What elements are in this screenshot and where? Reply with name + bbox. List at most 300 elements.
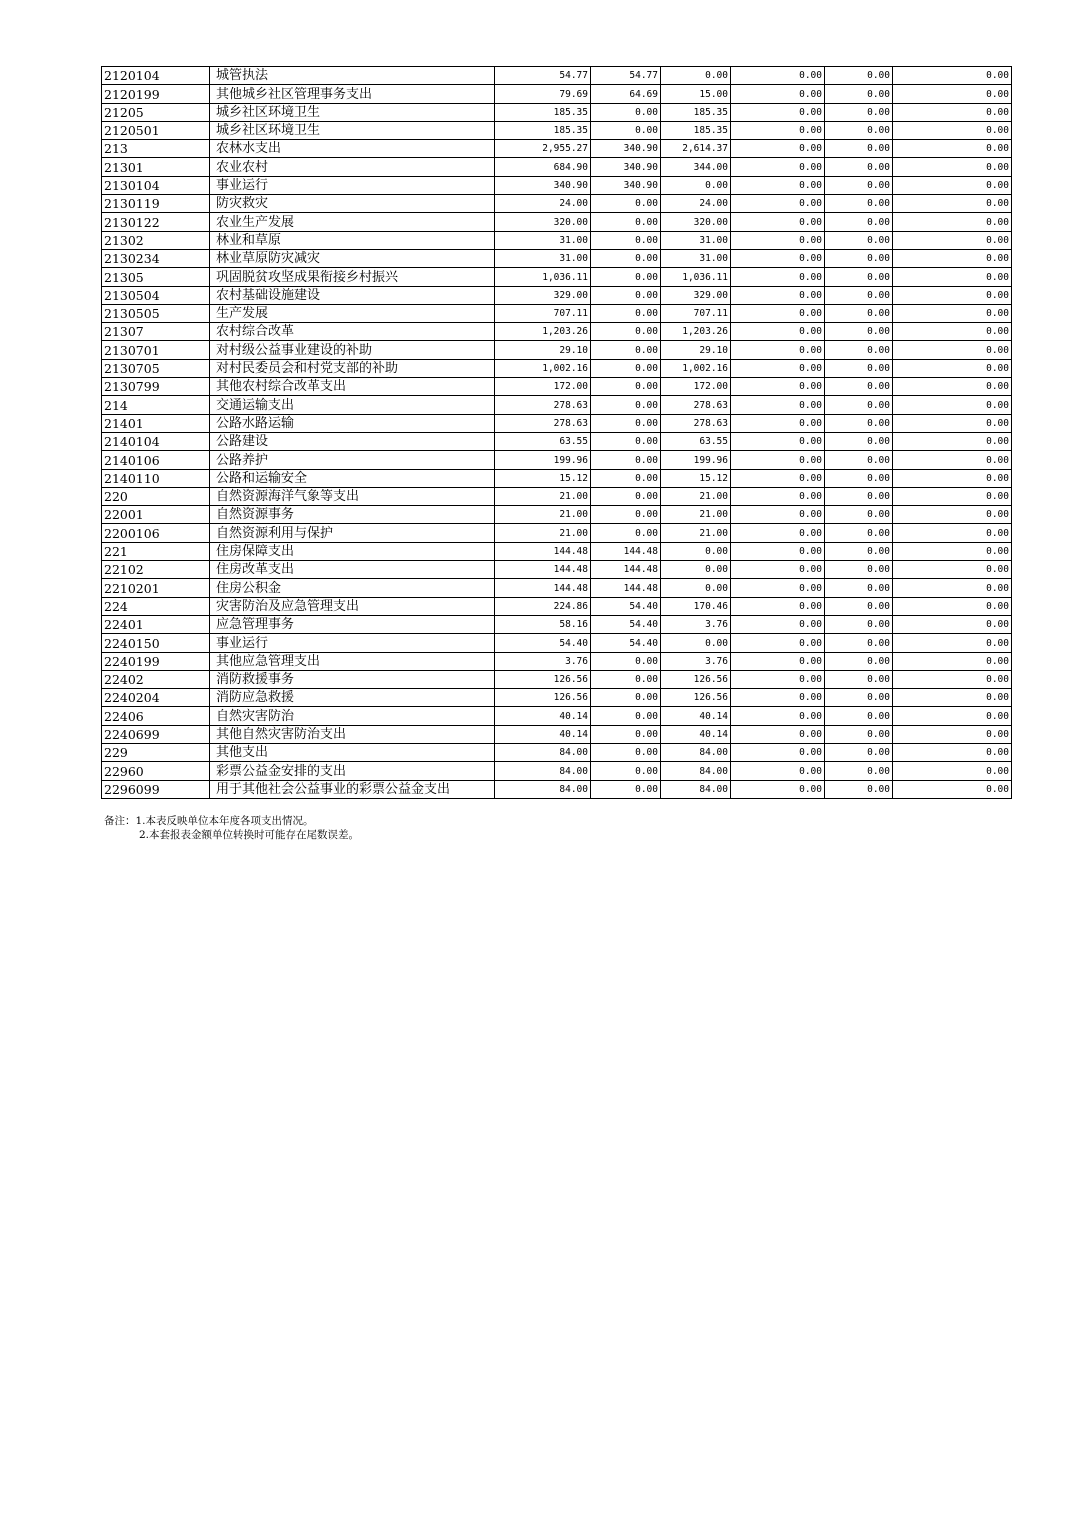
cell-project: 31.00 [661,231,731,249]
cell-total: 58.16 [495,615,591,633]
cell-total: 144.48 [495,579,591,597]
cell-col-8: 0.00 [893,432,1012,450]
cell-project: 0.00 [661,542,731,560]
cell-col-7: 0.00 [825,414,893,432]
cell-project: 1,002.16 [661,359,731,377]
cell-col-8: 0.00 [893,579,1012,597]
cell-col-7: 0.00 [825,762,893,780]
cell-col-8: 0.00 [893,469,1012,487]
cell-col-6: 0.00 [731,103,825,121]
cell-item-name: 公路和运输安全 [210,469,495,487]
cell-code: 21301 [102,158,210,176]
cell-basic: 0.00 [591,670,661,688]
cell-item-name: 农业农村 [210,158,495,176]
cell-col-6: 0.00 [731,176,825,194]
cell-total: 329.00 [495,286,591,304]
table-row [102,780,1012,798]
cell-col-6: 0.00 [731,195,825,213]
cell-code: 22102 [102,561,210,579]
table-row [102,597,1012,615]
cell-item-name: 农村综合改革 [210,323,495,341]
cell-total: 185.35 [495,103,591,121]
cell-total: 224.86 [495,597,591,615]
cell-project: 0.00 [661,561,731,579]
cell-code: 2130701 [102,341,210,359]
cell-col-6: 0.00 [731,286,825,304]
cell-item-name: 消防应急救援 [210,689,495,707]
cell-col-7: 0.00 [825,579,893,597]
table-row [102,432,1012,450]
cell-project: 21.00 [661,506,731,524]
cell-col-7: 0.00 [825,615,893,633]
cell-code: 2210201 [102,579,210,597]
cell-project: 170.46 [661,597,731,615]
cell-basic: 0.00 [591,414,661,432]
cell-col-6: 0.00 [731,67,825,85]
cell-project: 84.00 [661,762,731,780]
cell-col-8: 0.00 [893,487,1012,505]
cell-col-7: 0.00 [825,341,893,359]
cell-col-6: 0.00 [731,359,825,377]
cell-col-7: 0.00 [825,634,893,652]
cell-project: 40.14 [661,725,731,743]
cell-item-name: 其他农村综合改革支出 [210,378,495,396]
cell-col-7: 0.00 [825,780,893,798]
cell-item-name: 林业和草原 [210,231,495,249]
cell-item-name: 农业生产发展 [210,213,495,231]
cell-total: 21.00 [495,487,591,505]
cell-col-6: 0.00 [731,506,825,524]
cell-col-8: 0.00 [893,396,1012,414]
cell-code: 22960 [102,762,210,780]
cell-col-7: 0.00 [825,121,893,139]
cell-code: 22001 [102,506,210,524]
cell-col-8: 0.00 [893,359,1012,377]
cell-item-name: 彩票公益金安排的支出 [210,762,495,780]
cell-total: 24.00 [495,195,591,213]
table-row [102,323,1012,341]
cell-col-8: 0.00 [893,286,1012,304]
cell-total: 15.12 [495,469,591,487]
cell-col-6: 0.00 [731,85,825,103]
cell-item-name: 交通运输支出 [210,396,495,414]
cell-total: 40.14 [495,707,591,725]
table-row [102,176,1012,194]
cell-total: 29.10 [495,341,591,359]
cell-code: 2140104 [102,432,210,450]
cell-code: 2130504 [102,286,210,304]
cell-item-name: 对村民委员会和村党支部的补助 [210,359,495,377]
cell-total: 31.00 [495,249,591,267]
table-row [102,561,1012,579]
table-row [102,707,1012,725]
table-row [102,524,1012,542]
cell-col-8: 0.00 [893,524,1012,542]
cell-col-8: 0.00 [893,561,1012,579]
table-row [102,268,1012,286]
cell-col-8: 0.00 [893,341,1012,359]
cell-code: 2120199 [102,85,210,103]
cell-col-8: 0.00 [893,652,1012,670]
cell-code: 2130705 [102,359,210,377]
cell-project: 126.56 [661,689,731,707]
cell-item-name: 其他支出 [210,743,495,761]
cell-project: 278.63 [661,396,731,414]
cell-project: 3.76 [661,615,731,633]
cell-code: 22406 [102,707,210,725]
table-row [102,542,1012,560]
cell-project: 1,203.26 [661,323,731,341]
cell-col-6: 0.00 [731,615,825,633]
cell-basic: 0.00 [591,396,661,414]
cell-code: 224 [102,597,210,615]
cell-col-7: 0.00 [825,213,893,231]
cell-col-7: 0.00 [825,103,893,121]
table-row [102,231,1012,249]
cell-item-name: 生产发展 [210,304,495,322]
cell-project: 185.35 [661,103,731,121]
cell-code: 2240150 [102,634,210,652]
cell-col-6: 0.00 [731,579,825,597]
table-row [102,286,1012,304]
cell-basic: 144.48 [591,561,661,579]
cell-code: 22402 [102,670,210,688]
cell-item-name: 农村基础设施建设 [210,286,495,304]
cell-code: 2240204 [102,689,210,707]
cell-col-6: 0.00 [731,432,825,450]
cell-basic: 0.00 [591,304,661,322]
table-row [102,414,1012,432]
table-row [102,652,1012,670]
cell-item-name: 自然资源事务 [210,506,495,524]
cell-col-7: 0.00 [825,670,893,688]
cell-code: 213 [102,140,210,158]
cell-item-name: 城乡社区环境卫生 [210,121,495,139]
cell-total: 1,036.11 [495,268,591,286]
cell-project: 84.00 [661,780,731,798]
cell-col-7: 0.00 [825,451,893,469]
cell-col-8: 0.00 [893,176,1012,194]
cell-col-6: 0.00 [731,542,825,560]
cell-project: 0.00 [661,176,731,194]
cell-col-6: 0.00 [731,378,825,396]
cell-total: 2,955.27 [495,140,591,158]
cell-total: 54.77 [495,67,591,85]
table-row [102,213,1012,231]
cell-basic: 0.00 [591,506,661,524]
cell-col-6: 0.00 [731,524,825,542]
cell-basic: 0.00 [591,451,661,469]
cell-item-name: 住房公积金 [210,579,495,597]
cell-project: 126.56 [661,670,731,688]
cell-total: 278.63 [495,414,591,432]
cell-project: 1,036.11 [661,268,731,286]
cell-col-8: 0.00 [893,195,1012,213]
table-row [102,195,1012,213]
cell-project: 63.55 [661,432,731,450]
cell-code: 2120501 [102,121,210,139]
cell-item-name: 住房保障支出 [210,542,495,560]
cell-total: 320.00 [495,213,591,231]
table-row [102,743,1012,761]
cell-item-name: 农林水支出 [210,140,495,158]
cell-item-name: 应急管理事务 [210,615,495,633]
cell-col-7: 0.00 [825,231,893,249]
cell-basic: 340.90 [591,176,661,194]
cell-total: 684.90 [495,158,591,176]
cell-col-6: 0.00 [731,689,825,707]
cell-code: 2130505 [102,304,210,322]
cell-col-8: 0.00 [893,268,1012,286]
cell-item-name: 城管执法 [210,67,495,85]
cell-total: 1,203.26 [495,323,591,341]
cell-col-8: 0.00 [893,634,1012,652]
cell-project: 320.00 [661,213,731,231]
cell-basic: 0.00 [591,195,661,213]
cell-basic: 54.40 [591,634,661,652]
cell-col-6: 0.00 [731,249,825,267]
cell-total: 707.11 [495,304,591,322]
table-row [102,615,1012,633]
cell-item-name: 自然灾害防治 [210,707,495,725]
cell-col-6: 0.00 [731,323,825,341]
cell-item-name: 住房改革支出 [210,561,495,579]
table-row [102,103,1012,121]
cell-col-7: 0.00 [825,176,893,194]
expenditure-table [101,66,1012,799]
cell-col-7: 0.00 [825,323,893,341]
table-row [102,579,1012,597]
cell-project: 2,614.37 [661,140,731,158]
cell-col-7: 0.00 [825,597,893,615]
cell-project: 199.96 [661,451,731,469]
cell-basic: 54.40 [591,597,661,615]
cell-col-6: 0.00 [731,762,825,780]
cell-total: 185.35 [495,121,591,139]
cell-col-8: 0.00 [893,67,1012,85]
cell-col-6: 0.00 [731,396,825,414]
cell-col-6: 0.00 [731,341,825,359]
cell-col-6: 0.00 [731,121,825,139]
cell-basic: 0.00 [591,432,661,450]
cell-col-8: 0.00 [893,780,1012,798]
cell-basic: 0.00 [591,652,661,670]
cell-col-8: 0.00 [893,743,1012,761]
cell-item-name: 灾害防治及应急管理支出 [210,597,495,615]
table-row [102,487,1012,505]
cell-col-7: 0.00 [825,286,893,304]
cell-code: 21302 [102,231,210,249]
cell-col-6: 0.00 [731,780,825,798]
cell-item-name: 事业运行 [210,176,495,194]
cell-col-7: 0.00 [825,652,893,670]
cell-col-7: 0.00 [825,725,893,743]
table-row [102,689,1012,707]
cell-code: 2240699 [102,725,210,743]
cell-project: 185.35 [661,121,731,139]
cell-project: 0.00 [661,634,731,652]
table-row [102,67,1012,85]
cell-project: 344.00 [661,158,731,176]
cell-col-7: 0.00 [825,378,893,396]
cell-code: 21401 [102,414,210,432]
cell-total: 340.90 [495,176,591,194]
cell-col-7: 0.00 [825,469,893,487]
cell-code: 2240199 [102,652,210,670]
cell-total: 31.00 [495,231,591,249]
cell-col-6: 0.00 [731,268,825,286]
cell-col-6: 0.00 [731,140,825,158]
table-row [102,634,1012,652]
cell-total: 199.96 [495,451,591,469]
cell-item-name: 巩固脱贫攻坚成果衔接乡村振兴 [210,268,495,286]
cell-basic: 0.00 [591,707,661,725]
cell-code: 2130119 [102,195,210,213]
cell-code: 2130104 [102,176,210,194]
cell-col-8: 0.00 [893,158,1012,176]
cell-code: 2140110 [102,469,210,487]
cell-code: 221 [102,542,210,560]
cell-total: 172.00 [495,378,591,396]
cell-col-8: 0.00 [893,670,1012,688]
table-row [102,725,1012,743]
cell-total: 40.14 [495,725,591,743]
cell-basic: 0.00 [591,286,661,304]
cell-total: 84.00 [495,762,591,780]
cell-total: 79.69 [495,85,591,103]
cell-col-6: 0.00 [731,743,825,761]
cell-col-6: 0.00 [731,725,825,743]
cell-code: 2130122 [102,213,210,231]
cell-code: 2140106 [102,451,210,469]
cell-project: 40.14 [661,707,731,725]
cell-col-8: 0.00 [893,762,1012,780]
cell-total: 84.00 [495,780,591,798]
cell-basic: 64.69 [591,85,661,103]
cell-item-name: 城乡社区环境卫生 [210,103,495,121]
cell-item-name: 消防救援事务 [210,670,495,688]
cell-total: 54.40 [495,634,591,652]
cell-col-8: 0.00 [893,451,1012,469]
cell-col-7: 0.00 [825,432,893,450]
cell-total: 3.76 [495,652,591,670]
cell-project: 21.00 [661,487,731,505]
cell-col-8: 0.00 [893,140,1012,158]
cell-project: 21.00 [661,524,731,542]
table-row [102,140,1012,158]
note-line-1: 备注：1.本表反映单位本年度各项支出情况。 [104,815,314,827]
cell-basic: 0.00 [591,524,661,542]
cell-basic: 0.00 [591,378,661,396]
cell-col-8: 0.00 [893,231,1012,249]
cell-project: 278.63 [661,414,731,432]
cell-basic: 0.00 [591,487,661,505]
cell-col-8: 0.00 [893,213,1012,231]
cell-col-7: 0.00 [825,140,893,158]
cell-basic: 0.00 [591,725,661,743]
cell-col-8: 0.00 [893,707,1012,725]
cell-project: 0.00 [661,67,731,85]
cell-project: 15.00 [661,85,731,103]
cell-col-6: 0.00 [731,634,825,652]
cell-col-8: 0.00 [893,414,1012,432]
cell-total: 126.56 [495,689,591,707]
cell-project: 172.00 [661,378,731,396]
table-row [102,396,1012,414]
cell-col-7: 0.00 [825,85,893,103]
cell-item-name: 对村级公益事业建设的补助 [210,341,495,359]
cell-col-6: 0.00 [731,158,825,176]
cell-project: 24.00 [661,195,731,213]
cell-col-6: 0.00 [731,652,825,670]
cell-total: 21.00 [495,506,591,524]
cell-item-name: 用于其他社会公益事业的彩票公益金支出 [210,780,495,798]
cell-total: 144.48 [495,542,591,560]
cell-col-6: 0.00 [731,304,825,322]
cell-total: 278.63 [495,396,591,414]
cell-code: 21305 [102,268,210,286]
cell-item-name: 公路养护 [210,451,495,469]
cell-project: 3.76 [661,652,731,670]
cell-col-8: 0.00 [893,506,1012,524]
note-line-2: 2.本套报表金额单位转换时可能存在尾数误差。 [139,829,360,841]
table-row [102,304,1012,322]
table-row [102,762,1012,780]
table-row [102,158,1012,176]
cell-col-7: 0.00 [825,359,893,377]
cell-col-7: 0.00 [825,743,893,761]
cell-basic: 144.48 [591,542,661,560]
cell-col-8: 0.00 [893,323,1012,341]
cell-total: 63.55 [495,432,591,450]
table-row [102,121,1012,139]
table-row [102,670,1012,688]
cell-item-name: 林业草原防灾减灾 [210,249,495,267]
cell-item-name: 防灾救灾 [210,195,495,213]
cell-col-8: 0.00 [893,615,1012,633]
cell-col-6: 0.00 [731,670,825,688]
cell-project: 29.10 [661,341,731,359]
cell-col-7: 0.00 [825,249,893,267]
cell-item-name: 公路水路运输 [210,414,495,432]
cell-code: 2120104 [102,67,210,85]
cell-item-name: 自然资源利用与保护 [210,524,495,542]
cell-col-8: 0.00 [893,689,1012,707]
cell-project: 0.00 [661,579,731,597]
cell-total: 126.56 [495,670,591,688]
cell-code: 21307 [102,323,210,341]
table-row [102,359,1012,377]
cell-col-7: 0.00 [825,195,893,213]
cell-basic: 0.00 [591,268,661,286]
cell-code: 2130799 [102,378,210,396]
cell-item-name: 其他城乡社区管理事务支出 [210,85,495,103]
cell-item-name: 自然资源海洋气象等支出 [210,487,495,505]
cell-col-6: 0.00 [731,561,825,579]
cell-code: 220 [102,487,210,505]
cell-col-7: 0.00 [825,304,893,322]
cell-col-7: 0.00 [825,487,893,505]
cell-col-6: 0.00 [731,231,825,249]
cell-col-6: 0.00 [731,469,825,487]
cell-item-name: 事业运行 [210,634,495,652]
cell-total: 144.48 [495,561,591,579]
cell-basic: 0.00 [591,341,661,359]
cell-basic: 0.00 [591,213,661,231]
cell-basic: 0.00 [591,743,661,761]
cell-col-7: 0.00 [825,524,893,542]
cell-col-7: 0.00 [825,707,893,725]
